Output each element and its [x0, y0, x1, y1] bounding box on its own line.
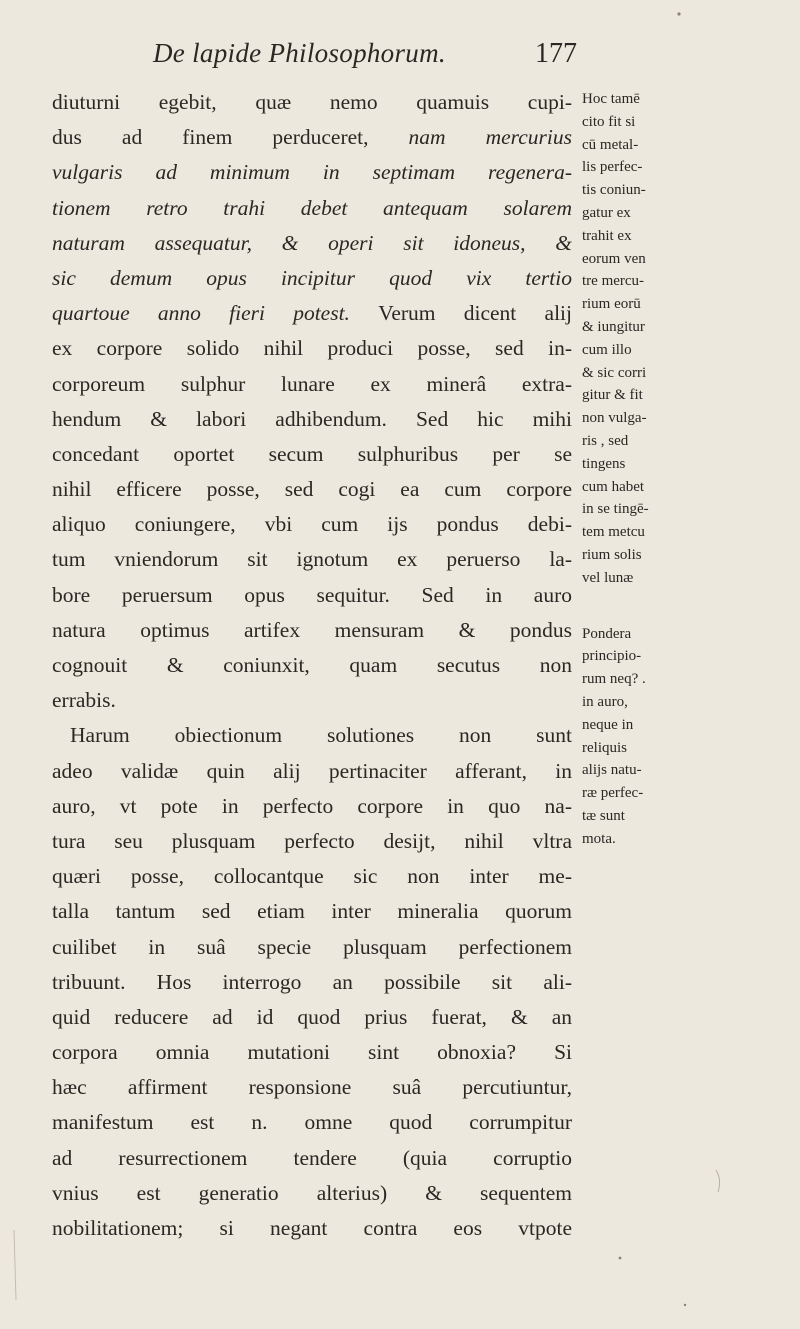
text-line — [52, 472, 572, 507]
text-line — [52, 1105, 572, 1140]
margin-note-line: trahit ex — [582, 227, 632, 244]
margin-note-line: rium solis — [582, 546, 642, 563]
text-segment: nihil efficere posse, sed cogi ea cum corpore — [52, 477, 572, 502]
margin-note-line: non vulga- — [582, 410, 647, 427]
ink-speck — [677, 12, 680, 15]
page-header — [55, 38, 745, 78]
margin-note-line: tis coniun- — [582, 182, 646, 199]
text-line — [52, 155, 572, 190]
text-line — [52, 226, 572, 261]
margin-note — [582, 88, 687, 590]
note-spacer — [582, 590, 687, 623]
margin-note-line: cum illo — [582, 341, 632, 358]
text-segment: Harum obiectionum solutiones non sunt — [70, 723, 572, 748]
text-segment: cuilibet in suâ specie plusquam perfectionem — [52, 934, 572, 959]
paper-crease — [14, 1230, 16, 1300]
text-line — [52, 718, 572, 753]
margin-notes — [582, 88, 687, 851]
margin-note-line: Pondera — [582, 625, 632, 642]
margin-note-line: in auro, — [582, 693, 628, 710]
text-line — [52, 578, 572, 613]
text-line — [52, 1070, 572, 1105]
text-line — [52, 1141, 572, 1176]
text-line — [52, 437, 572, 472]
main-text-column — [52, 85, 572, 1246]
text-segment: bore peruersum opus sequitur. Sed in auro — [52, 582, 572, 607]
margin-note-line: & iungitur — [582, 318, 645, 335]
text-segment: errabis. — [52, 688, 116, 713]
margin-note-line: tæ sunt — [582, 807, 625, 824]
margin-note-line: eorum ven — [582, 250, 646, 267]
text-segment: diuturni egebit, quæ nemo quamuis cupi- — [52, 90, 572, 114]
text-line — [52, 824, 572, 859]
text-line — [52, 930, 572, 965]
text-line — [52, 859, 572, 894]
text-segment: quartoue anno fieri potest. — [52, 301, 379, 326]
margin-note-line: cum habet — [582, 478, 645, 495]
margin-note-line: tingens — [582, 455, 626, 472]
margin-note-line: tre mercu- — [582, 273, 645, 290]
text-segment: sic demum opus incipitur quod vix tertio — [52, 265, 572, 290]
text-segment: nobilitationem; si negant contra eos vtpote — [52, 1216, 572, 1240]
text-segment: talla tantum sed etiam inter mineralia quorum — [52, 899, 572, 924]
text-line — [52, 402, 572, 437]
text-line — [52, 965, 572, 1000]
text-line — [52, 507, 572, 542]
text-segment: vnius est generatio alterius) & sequentem — [52, 1180, 572, 1205]
text-line — [52, 542, 572, 577]
text-segment: auro, vt pote in perfecto corpore in quo na- — [52, 793, 572, 818]
text-line — [52, 894, 572, 929]
text-segment: ex corpore solido nihil produci posse, sed in- — [52, 336, 572, 361]
page-number: 177 — [535, 38, 577, 69]
text-segment: tionem retro trahi debet antequam solarem — [52, 195, 572, 220]
text-line — [52, 85, 572, 120]
margin-note-line: in se tingē- — [582, 501, 649, 518]
text-line — [52, 367, 572, 402]
text-segment: aliquo coniungere, vbi cum ijs pondus debi- — [52, 512, 572, 537]
margin-note-line: alijs natu- — [582, 762, 642, 779]
text-segment: quæri posse, collocantque sic non inter me- — [52, 864, 572, 889]
text-segment: naturam assequatur, & operi sit idoneus, & — [52, 230, 572, 255]
text-segment: tura seu plusquam perfecto desijt, nihil vltra — [52, 828, 572, 853]
text-line — [52, 1211, 572, 1246]
text-segment: ad resurrectionem tendere (quia corruptio — [52, 1145, 572, 1170]
ink-speck — [684, 1304, 686, 1306]
margin-note-line: & sic corri — [582, 364, 647, 381]
text-segment: Verum dicent alij — [378, 301, 572, 326]
margin-note-line: ræ perfec- — [582, 785, 644, 802]
text-segment: vulgaris ad minimum in septimam regenera- — [52, 160, 572, 185]
margin-note-line: principio- — [582, 648, 642, 665]
text-line — [52, 789, 572, 824]
text-line — [52, 613, 572, 648]
text-line — [52, 1176, 572, 1211]
text-segment: nam mercurius — [408, 125, 572, 150]
text-segment: manifestum est n. omne quod corrumpitur — [52, 1110, 572, 1135]
text-segment: dus ad finem perduceret, — [52, 125, 409, 150]
text-line — [52, 191, 572, 226]
text-segment: hendum & labori adhibendum. Sed hic mihi — [52, 406, 572, 431]
margin-note — [582, 623, 687, 851]
text-segment: tribuunt. Hos interrogo an possibile sit ali- — [52, 969, 572, 994]
text-segment: cognouit & coniunxit, quam secutus non — [52, 653, 572, 677]
margin-note-line: mota. — [582, 830, 616, 847]
margin-note-line: cito fit si — [582, 113, 636, 130]
margin-note-line: tem metcu — [582, 524, 645, 541]
text-segment: tum vniendorum sit ignotum ex peruerso la- — [52, 547, 572, 572]
margin-note-line: Hoc tamē — [582, 91, 640, 107]
text-segment: adeo validæ quin alij pertinaciter afferant, in — [52, 758, 572, 783]
margin-note-line: ris , sed — [582, 432, 629, 449]
paper-crease — [716, 1170, 720, 1192]
text-segment: natura optimus artifex mensuram & pondus — [52, 617, 572, 642]
margin-note-line: rum neq? . — [582, 671, 646, 688]
text-line — [52, 296, 572, 331]
text-line — [52, 683, 572, 718]
margin-note-line: gitur & fit — [582, 387, 643, 404]
margin-note-line: gatur ex — [582, 204, 631, 221]
text-segment: corpora omnia mutationi sint obnoxia? Si — [52, 1040, 572, 1065]
running-title: De lapide Philosophorum. — [153, 38, 446, 68]
text-line — [52, 331, 572, 366]
margin-note-line: lis perfec- — [582, 159, 643, 176]
ink-speck — [619, 1257, 622, 1260]
text-segment: corporeum sulphur lunare ex minerâ extra- — [52, 371, 572, 396]
margin-note-line: neque in — [582, 716, 634, 733]
text-line — [52, 1000, 572, 1035]
margin-note-line: cū metal- — [582, 136, 639, 153]
text-line — [52, 648, 572, 683]
text-line — [52, 120, 572, 155]
text-line — [52, 1035, 572, 1070]
text-line — [52, 754, 572, 789]
text-line — [52, 261, 572, 296]
text-segment: quid reducere ad id quod prius fuerat, & an — [52, 1004, 572, 1029]
text-segment: concedant oportet secum sulphuribus per se — [52, 441, 572, 466]
margin-note-line: rium eorū — [582, 296, 641, 313]
margin-note-line: reliquis — [582, 739, 627, 756]
margin-note-line: vel lunæ — [582, 569, 634, 586]
text-segment: hæc affirment responsione suâ percutiuntur, — [52, 1075, 572, 1100]
